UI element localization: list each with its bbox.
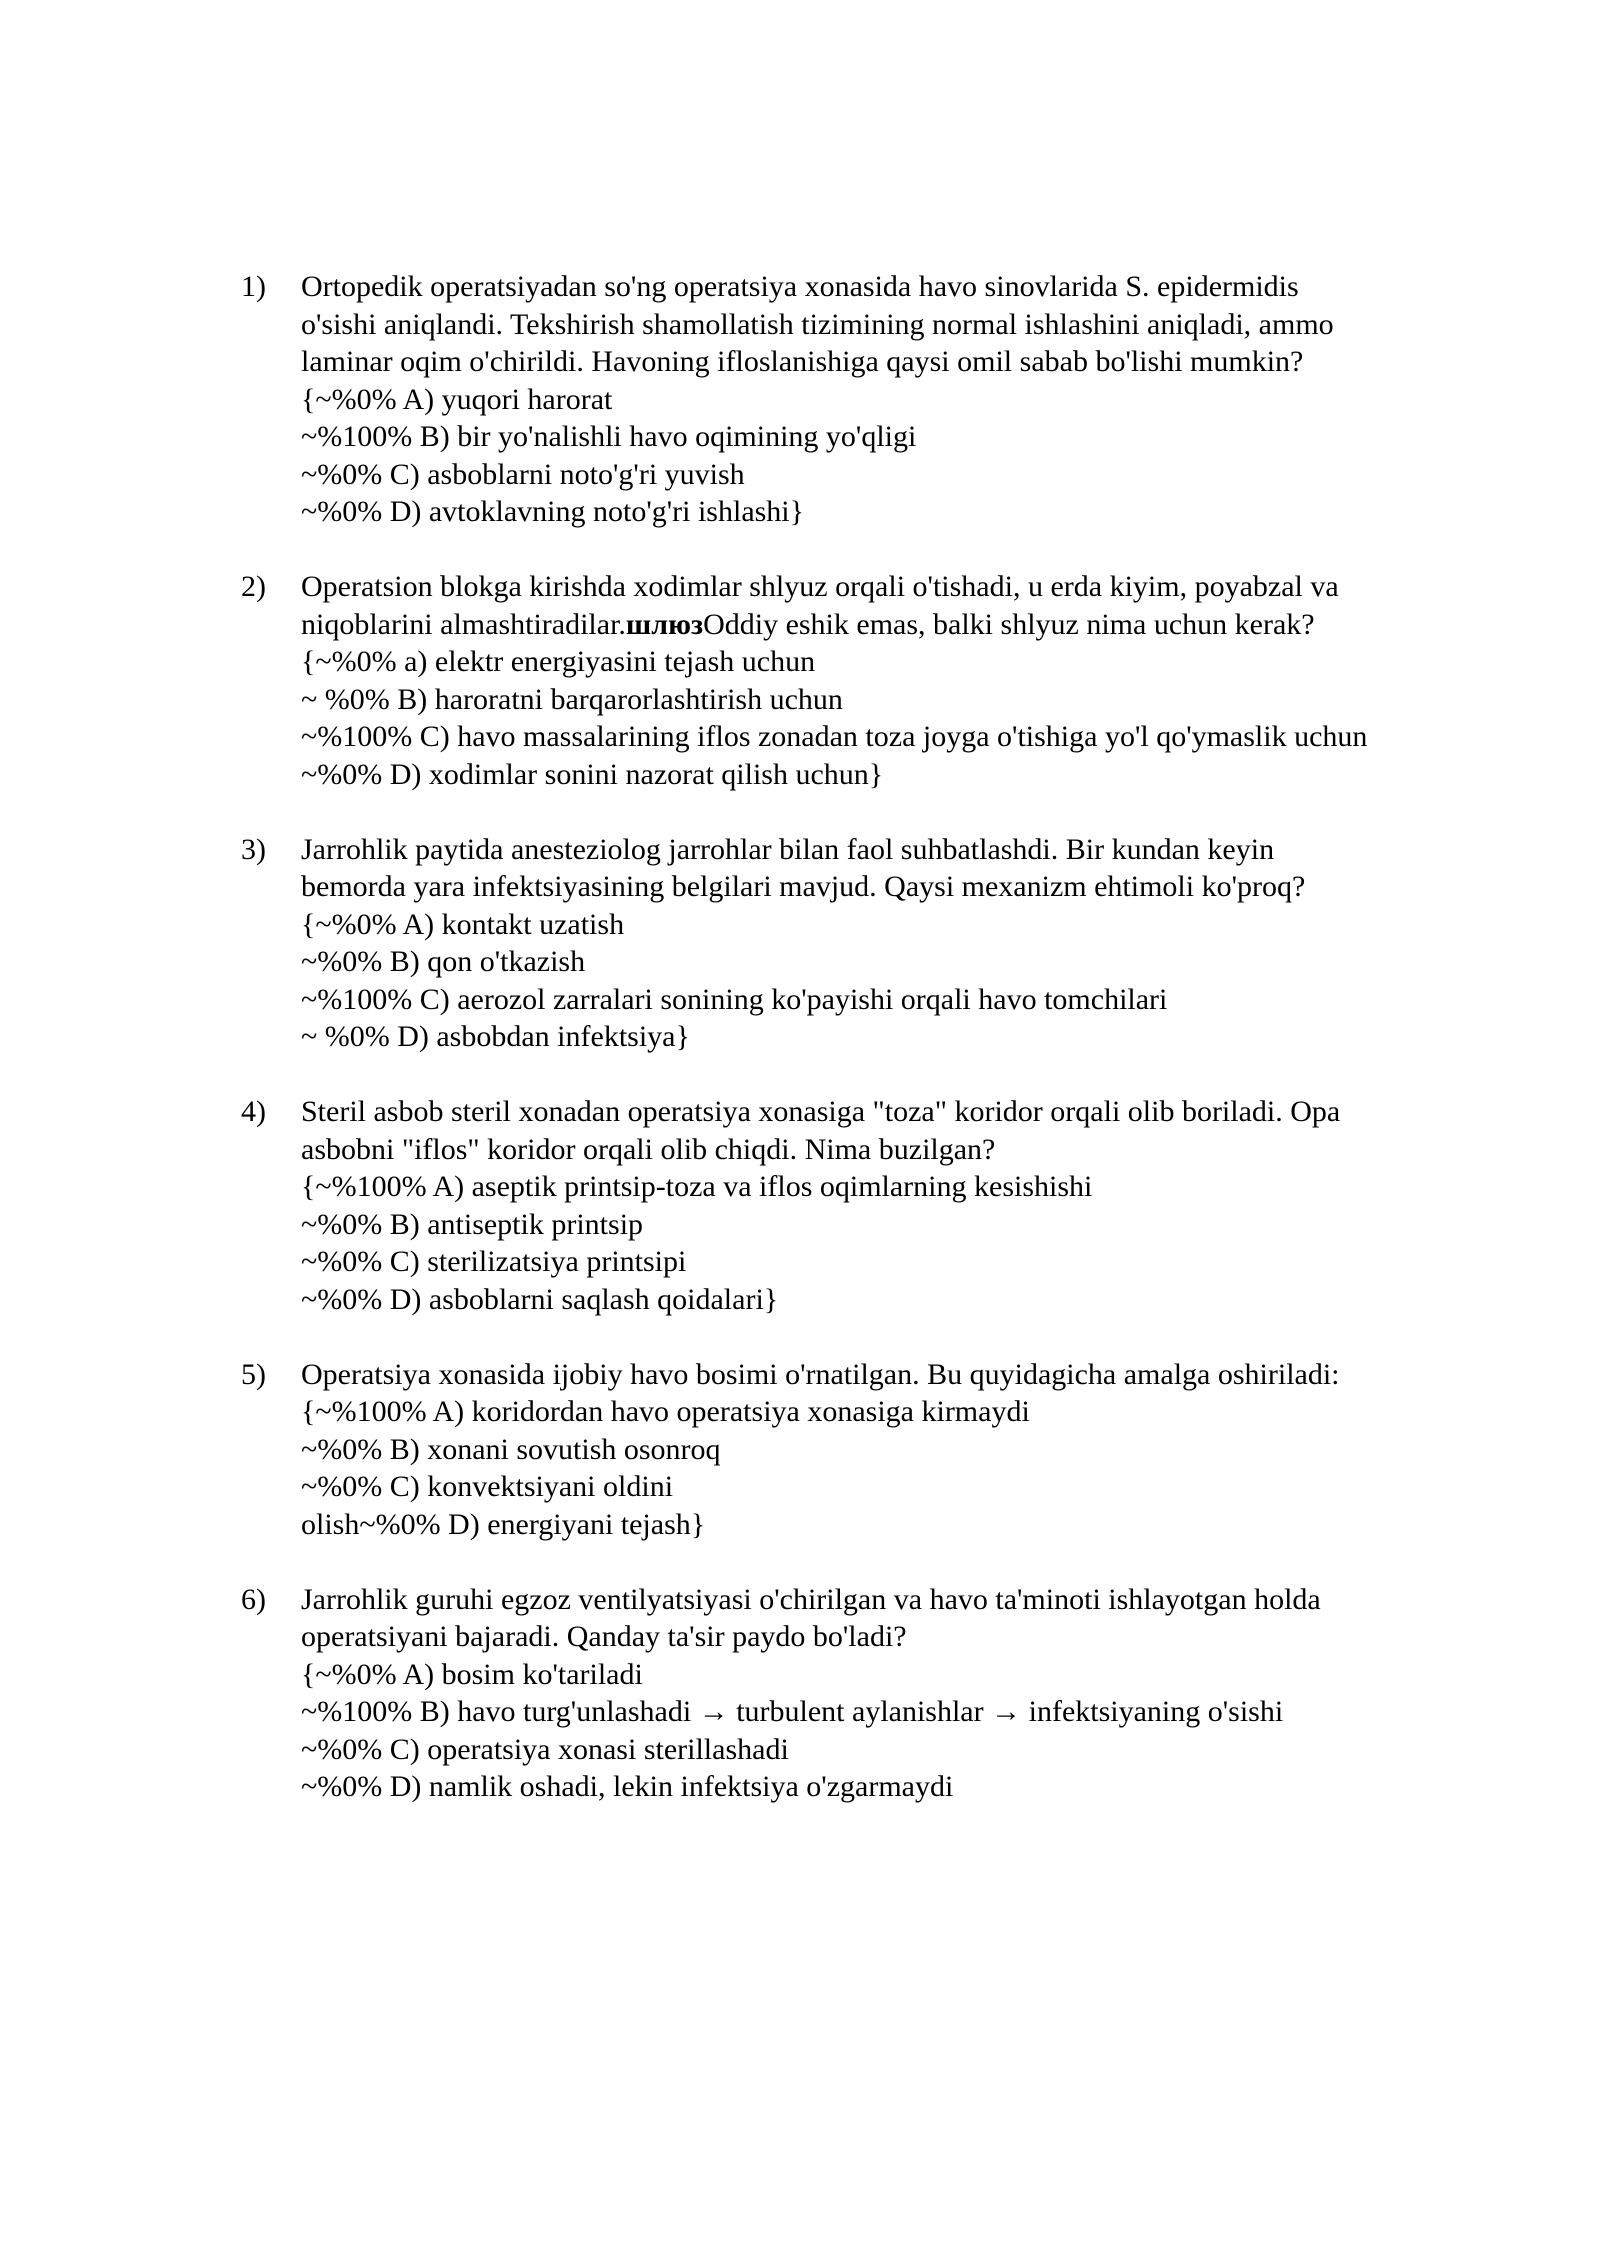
- question-item: [241, 1581, 1381, 1806]
- answer-option: olish~%0% D) energiyani tejash}: [301, 1507, 706, 1541]
- answer-option: ~%0% C) operatsiya xonasi sterillashadi: [301, 1732, 789, 1766]
- question-text-part: Oddiy eshik emas, balki shlyuz nima uchun kerak?: [703, 607, 1315, 641]
- question-item: [241, 1093, 1381, 1318]
- answer-option: ~%0% B) antiseptik printsip: [301, 1207, 644, 1241]
- answer-option: ~%100% C) aerozol zarralari sonining ko'payishi orqali havo tomchilari: [301, 982, 1168, 1016]
- question-text: Steril asbob steril xonadan operatsiya xonasiga "toza" koridor orqali olib boriladi. Opa asbobni "iflos" koridor orqali olib chiqdi. Nima buzilgan?: [301, 1095, 1341, 1166]
- question-text: Ortopedik operatsiyadan so'ng operatsiya xonasida havo sinovlarida S. epidermidis o'sishi aniqlandi. Tekshirish shamollatish tizimining normal ishlashini aniqladi, ammo laminar oqim o'chirildi. Havoning ifloslanishiga qaysi omil sabab bo'lishi mumkin?: [301, 270, 1334, 378]
- question-number: 3): [241, 832, 266, 866]
- question-item: [241, 568, 1381, 793]
- question-text-bold: шлюз: [625, 607, 704, 641]
- answer-option: ~%0% C) asboblarni noto'g'ri yuvish: [301, 457, 745, 491]
- answer-option: {~%0% A) bosim ko'tariladi: [301, 1657, 643, 1691]
- answer-option: ~%0% D) asboblarni saqlash qoidalari}: [301, 1282, 779, 1316]
- question-text: [301, 568, 1381, 643]
- answer-option: {~%100% A) aseptik printsip-toza va iflos oqimlarning kesishishi: [301, 1170, 1093, 1203]
- answer-option: ~ %0% D) asbobdan infektsiya}: [301, 1020, 690, 1053]
- answer-option: ~%0% D) xodimlar sonini nazorat qilish uchun}: [301, 757, 884, 791]
- answer-option: {~%0% A) yuqori harorat: [301, 382, 613, 416]
- answer-option: ~%0% B) xonani sovutish osonroq: [301, 1432, 721, 1466]
- question-number: 2): [241, 570, 266, 603]
- answer-option: ~%0% C) konvektsiyani oldini: [301, 1470, 674, 1503]
- question-number: 5): [241, 1357, 266, 1391]
- question-text: Jarrohlik paytida anesteziolog jarrohlar bilan faol suhbatlashdi. Bir kundan keyin bemorda yara infektsiyasining belgilari mavjud. Qaysi mexanizm ehtimoli ko'proq?: [301, 832, 1306, 903]
- question-number: 1): [241, 270, 266, 303]
- answer-option: {~%100% A) koridordan havo operatsiya xonasiga kirmaydi: [301, 1395, 1030, 1428]
- answer-option: ~%0% D) namlik oshadi, lekin infektsiya o'zgarmaydi: [301, 1770, 954, 1803]
- question-text: Operatsiya xonasida ijobiy havo bosimi o'rnatilgan. Bu quyidagicha amalga oshiriladi:: [301, 1357, 1340, 1391]
- question-number: 6): [241, 1582, 266, 1616]
- question-number: 4): [241, 1095, 266, 1128]
- answer-option: ~ %0% B) haroratni barqarorlashtirish uchun: [301, 682, 843, 716]
- question-item: [241, 1356, 1381, 1544]
- answer-option: ~%0% D) avtoklavning noto'g'ri ishlashi}: [301, 495, 805, 528]
- answer-option: ~%100% B) bir yo'nalishli havo oqimining yo'qligi: [301, 420, 917, 453]
- answer-option: ~%0% B) qon o'tkazish: [301, 945, 586, 978]
- answer-option: {~%0% A) kontakt uzatish: [301, 907, 625, 941]
- answer-option: ~%0% C) sterilizatsiya printsipi: [301, 1245, 687, 1278]
- answer-option: {~%0% a) elektr energiyasini tejash uchun: [301, 645, 816, 678]
- question-text: Jarrohlik guruhi egzoz ventilyatsiyasi o'chirilgan va havo ta'minoti ishlayotgan holda operatsiyani bajaradi. Qanday ta'sir paydo bo'ladi?: [301, 1582, 1321, 1653]
- question-list: [241, 268, 1381, 1843]
- question-item: [241, 268, 1381, 531]
- answer-option: ~%100% C) havo massalarining iflos zonadan toza joyga o'tishiga yo'l qo'ymaslik uchun: [301, 720, 1368, 753]
- answer-option: ~%100% B) havo turg'unlashadi → turbulent aylanishlar → infektsiyaning o'sishi: [301, 1695, 1284, 1728]
- question-item: [241, 831, 1381, 1056]
- question-text-part: Operatsion blokga kirishda xodimlar shlyuz orqali o'tishadi, u erda kiyim, poyabzal va niqoblarini almashtiradilar.: [301, 570, 1339, 641]
